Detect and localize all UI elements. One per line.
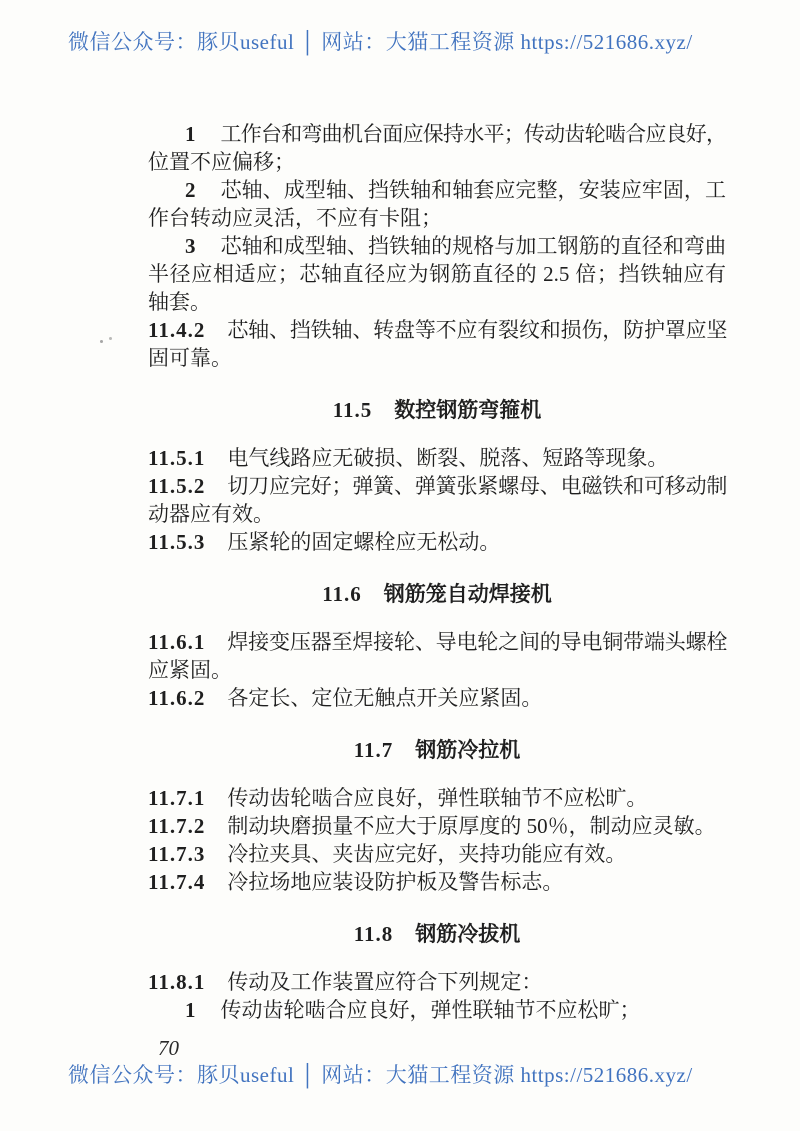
clause-paragraph	[148, 316, 726, 372]
section-heading	[148, 736, 726, 764]
item-number: 1	[185, 122, 197, 146]
clause-number: 11.7.1	[148, 786, 206, 810]
clause-number: 11.4.2	[148, 318, 206, 342]
section-title: 钢筋冷拉机	[415, 738, 521, 762]
paragraph-first-line	[148, 684, 726, 712]
paragraph-text: 芯轴、挡铁轴、转盘等不应有裂纹和损伤，防护罩应坚	[227, 318, 728, 342]
document-body	[148, 120, 726, 1024]
clause-number: 11.7.3	[148, 842, 206, 866]
clause-paragraph	[148, 968, 726, 996]
paragraph-first-line	[148, 120, 726, 148]
paragraph-first-line	[148, 628, 726, 656]
clause-number: 11.6.1	[148, 630, 206, 654]
section-number: 11.7	[353, 738, 394, 762]
section-number: 11.8	[353, 922, 394, 946]
clause-paragraph	[148, 528, 726, 556]
clause-paragraph	[148, 444, 726, 472]
clause-paragraph	[148, 684, 726, 712]
clause-number: 11.5.2	[148, 474, 206, 498]
paragraph-text: 传动齿轮啮合应良好，弹性联轴节不应松旷；	[220, 998, 641, 1022]
scan-speckle	[100, 340, 103, 343]
section-number: 11.6	[322, 582, 362, 606]
clause-number: 11.6.2	[148, 686, 206, 710]
paragraph-first-line	[148, 444, 726, 472]
paragraph-first-line	[148, 784, 726, 812]
list-item	[148, 996, 726, 1024]
clause-number: 11.5.1	[148, 446, 206, 470]
paragraph-line: 动器应有效。	[148, 502, 274, 526]
clause-number: 11.8.1	[148, 970, 206, 994]
paragraph-text: 压紧轮的固定螺栓应无松动。	[227, 530, 501, 554]
clause-paragraph	[148, 868, 726, 896]
clause-number: 11.5.3	[148, 530, 206, 554]
clause-paragraph	[148, 784, 726, 812]
watermark-header: 微信公众号：豚贝useful │ 网站：大猫工程资源 https://521686.xyz/	[68, 30, 693, 54]
paragraph-text: 电气线路应无破损、断裂、脱落、短路等现象。	[227, 446, 669, 470]
clause-paragraph	[148, 812, 726, 840]
paragraph-text: 焊接变压器至焊接轮、导电轮之间的导电铜带端头螺栓	[227, 630, 728, 654]
page-number: 70	[158, 1036, 179, 1060]
section-title: 钢筋冷拔机	[415, 922, 521, 946]
item-number: 1	[185, 998, 197, 1022]
section-number: 11.5	[332, 398, 373, 422]
paragraph-line: 位置不应偏移；	[148, 150, 295, 174]
paragraph-text: 切刀应完好；弹簧、弹簧张紧螺母、电磁铁和可移动制	[227, 474, 728, 498]
section-heading	[148, 920, 726, 948]
paragraph-first-line	[148, 232, 726, 260]
clause-number: 11.7.2	[148, 814, 206, 838]
watermark-footer: 微信公众号：豚贝useful │ 网站：大猫工程资源 https://521686.xyz/	[68, 1063, 693, 1087]
clause-paragraph	[148, 840, 726, 868]
clause-number: 11.7.4	[148, 870, 206, 894]
paragraph-text: 制动块磨损量不应大于原厚度的 50％，制动应灵敏。	[227, 814, 716, 838]
paragraph-line: 应紧固。	[148, 658, 232, 682]
paragraph-text: 芯轴、成型轴、挡铁轴和轴套应完整，安装应牢固，工	[220, 178, 726, 202]
paragraph-line: 半径应相适应；芯轴直径应为钢筋直径的 2.5 倍；挡铁轴应有	[148, 262, 726, 286]
section-heading	[148, 396, 726, 424]
paragraph-text: 冷拉夹具、夹齿应完好，夹持功能应有效。	[227, 842, 627, 866]
paragraph-first-line	[148, 812, 726, 840]
paragraph-first-line	[148, 176, 726, 204]
paragraph-first-line	[148, 316, 726, 344]
paragraph-line: 轴套。	[148, 290, 211, 314]
list-item	[148, 232, 726, 316]
list-item	[148, 120, 726, 176]
item-number: 2	[185, 178, 197, 202]
section-title: 数控钢筋弯箍机	[394, 398, 542, 422]
paragraph-text: 工作台和弯曲机台面应保持水平；传动齿轮啮合应良好，	[220, 122, 727, 146]
paragraph-first-line	[148, 996, 726, 1024]
paragraph-text: 芯轴和成型轴、挡铁轴的规格与加工钢筋的直径和弯曲	[220, 234, 726, 258]
paragraph-text: 传动及工作装置应符合下列规定：	[227, 970, 543, 994]
list-item	[148, 176, 726, 232]
section-title: 钢筋笼自动焊接机	[383, 582, 552, 606]
paragraph-first-line	[148, 968, 726, 996]
paragraph-line: 作台转动应灵活，不应有卡阻；	[148, 206, 442, 230]
section-heading	[148, 580, 726, 608]
item-number: 3	[185, 234, 197, 258]
paragraph-first-line	[148, 528, 726, 556]
paragraph-first-line	[148, 868, 726, 896]
paragraph-first-line	[148, 472, 726, 500]
paragraph-text: 传动齿轮啮合应良好，弹性联轴节不应松旷。	[227, 786, 648, 810]
paragraph-line: 固可靠。	[148, 346, 232, 370]
paragraph-first-line	[148, 840, 726, 868]
paragraph-text: 冷拉场地应装设防护板及警告标志。	[227, 870, 564, 894]
paragraph-text: 各定长、定位无触点开关应紧固。	[227, 686, 543, 710]
clause-paragraph	[148, 472, 726, 528]
clause-paragraph	[148, 628, 726, 684]
